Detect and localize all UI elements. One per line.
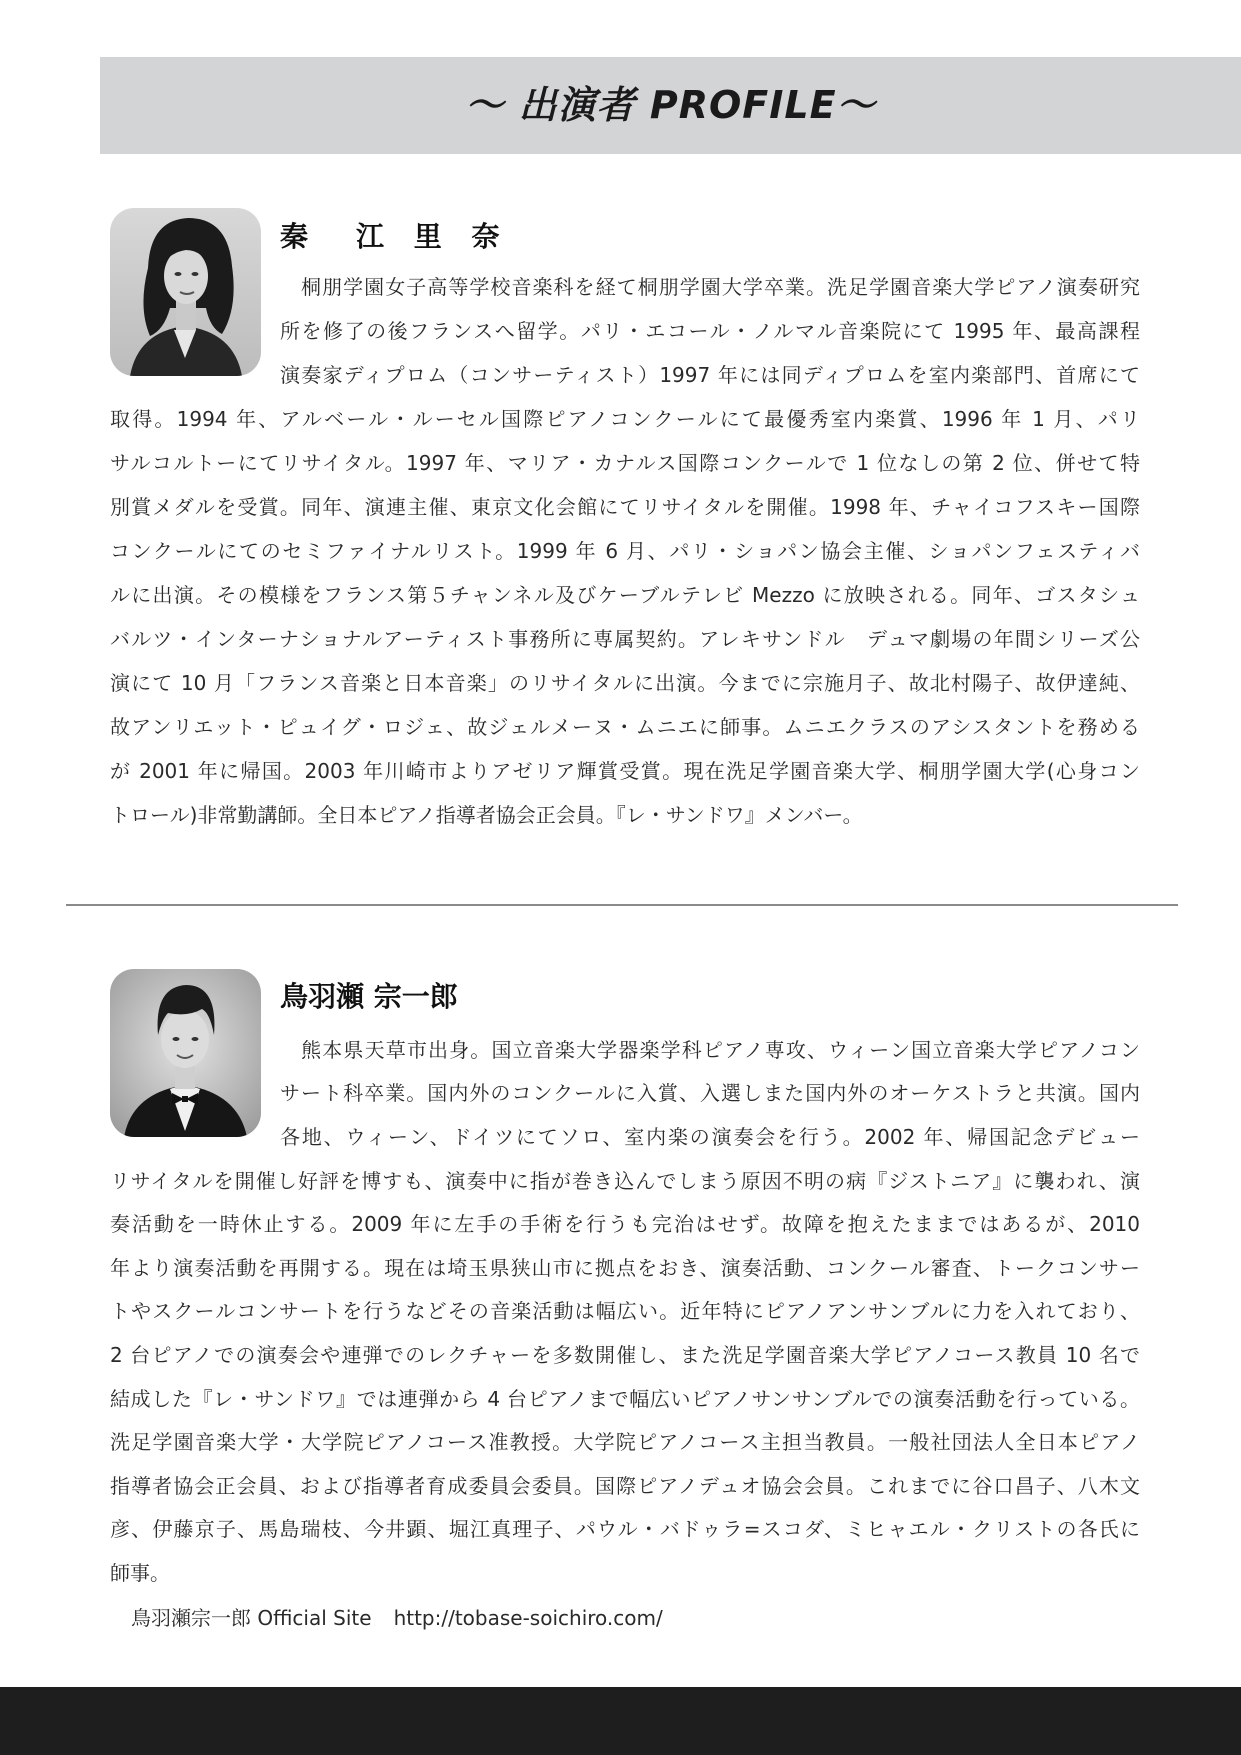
performer-name: 鳥羽瀬 宗一郎 bbox=[280, 980, 458, 1013]
portrait-woman-photo bbox=[110, 208, 261, 376]
bio-line: 取得。1994 年、アルベール・ルーセル国際ピアノコンクールにて最優秀室内楽賞、1996 年 1 月、パリ bbox=[110, 407, 1140, 431]
section-divider bbox=[66, 904, 1178, 906]
bio-line: 師事。 bbox=[110, 1561, 170, 1585]
bio-line: リサイタルを開催し好評を博すも、演奏中に指が巻き込んでしまう原因不明の病『ジストニア』に襲われ、演 bbox=[110, 1169, 1140, 1193]
bio-line: 各地、ウィーン、ドイツにてソロ、室内楽の演奏会を行う。2002 年、帰国記念デビュー bbox=[280, 1125, 1140, 1149]
bio-line: バルツ・インターナショナルアーティスト事務所に専属契約。アレキサンドル デュマ劇場の年間シリーズ公 bbox=[110, 627, 1140, 651]
title-banner bbox=[100, 57, 1241, 154]
bio-line: 結成した『レ・サンドワ』では連弾から 4 台ピアノまで幅広いピアノサンサンブルでの演奏活動を行っている。 bbox=[110, 1387, 1140, 1411]
bio-line: 演にて 10 月「フランス音楽と日本音楽」のリサイタルに出演。今までに宗施月子、故北村陽子、故伊達純、 bbox=[110, 671, 1140, 695]
bio-line: 故アンリエット・ピュイグ・ロジェ、故ジェルメーヌ・ムニエに師事。ムニエクラスのアシスタントを務める bbox=[110, 715, 1140, 739]
bio-line: 指導者協会正会員、および指導者育成委員会委員。国際ピアノデュオ協会会員。これまでに谷口昌子、八木文 bbox=[110, 1474, 1140, 1498]
official-site-url[interactable]: http://tobase-soichiro.com/ bbox=[393, 1606, 663, 1630]
bio-line: トロール)非常勤講師。全日本ピアノ指導者協会正会員。『レ・サンドワ』メンバー。 bbox=[110, 803, 863, 827]
bio-line: 所を修了の後フランスへ留学。パリ・エコール・ノルマル音楽院にて 1995 年、最高課程 bbox=[280, 319, 1140, 343]
bio-line: が 2001 年に帰国。2003 年川崎市よりアゼリア輝賞受賞。現在洗足学園音楽大学、桐朋学園大学(心身コン bbox=[110, 759, 1140, 783]
bio-line: サート科卒業。国内外のコンクールに入賞、入選しまた国内外のオーケストラと共演。国内 bbox=[280, 1081, 1140, 1105]
official-site bbox=[131, 1604, 663, 1632]
bio-line: 洗足学園音楽大学・大学院ピアノコース准教授。大学院ピアノコース主担当教員。一般社団法人全日本ピアノ bbox=[110, 1430, 1140, 1454]
bio-line: サルコルトーにてリサイタル。1997 年、マリア・カナルス国際コンクールで 1 位なしの第 2 位、併せて特 bbox=[110, 451, 1140, 475]
portrait-man-photo bbox=[110, 969, 261, 1137]
bio-line: 彦、伊藤京子、馬島瑞枝、今井顕、堀江真理子、パウル・バドゥラ=スコダ、ミヒャエル・クリストの各氏に bbox=[110, 1517, 1140, 1541]
bio-line: 熊本県天草市出身。国立音楽大学器楽学科ピアノ専攻、ウィーン国立音楽大学ピアノコン bbox=[280, 1038, 1140, 1062]
bio-line: 桐朋学園女子高等学校音楽科を経て桐朋学園大学卒業。洗足学園音楽大学ピアノ演奏研究 bbox=[280, 275, 1140, 299]
page-title: ～ 出演者 PROFILE～ bbox=[465, 83, 876, 127]
bio-line: 別賞メダルを受賞。同年、演連主催、東京文化会館にてリサイタルを開催。1998 年、チャイコフスキー国際 bbox=[110, 495, 1140, 519]
bio-line: 2 台ピアノでの演奏会や連弾でのレクチャーを多数開催し、また洗足学園音楽大学ピアノコース教員 10 名で bbox=[110, 1343, 1140, 1367]
official-site-label: 鳥羽瀬宗一郎 Official Site bbox=[131, 1606, 372, 1630]
bio-line: 奏活動を一時休止する。2009 年に左手の手術を行うも完治はせず。故障を抱えたままではあるが、2010 bbox=[110, 1212, 1140, 1236]
bio-line: コンクールにてのセミファイナルリスト。1999 年 6 月、パリ・ショパン協会主催、ショパンフェスティバ bbox=[110, 539, 1140, 563]
bio-line: 年より演奏活動を再開する。現在は埼玉県狭山市に拠点をおき、演奏活動、コンクール審査、トークコンサー bbox=[110, 1256, 1140, 1280]
bio-line: ルに出演。その模様をフランス第５チャンネル及びケーブルテレビ Mezzo に放映される。同年、ゴスタシュ bbox=[110, 583, 1140, 607]
bio-line: 演奏家ディプロム（コンサーティスト）1997 年には同ディプロムを室内楽部門、首席にて bbox=[280, 363, 1140, 387]
performer-name: 秦 江 里 奈 bbox=[280, 220, 510, 253]
footer-bar bbox=[0, 1687, 1241, 1755]
bio-line: トやスクールコンサートを行うなどその音楽活動は幅広い。近年特にピアノアンサンブルに力を入れており、 bbox=[110, 1299, 1140, 1323]
